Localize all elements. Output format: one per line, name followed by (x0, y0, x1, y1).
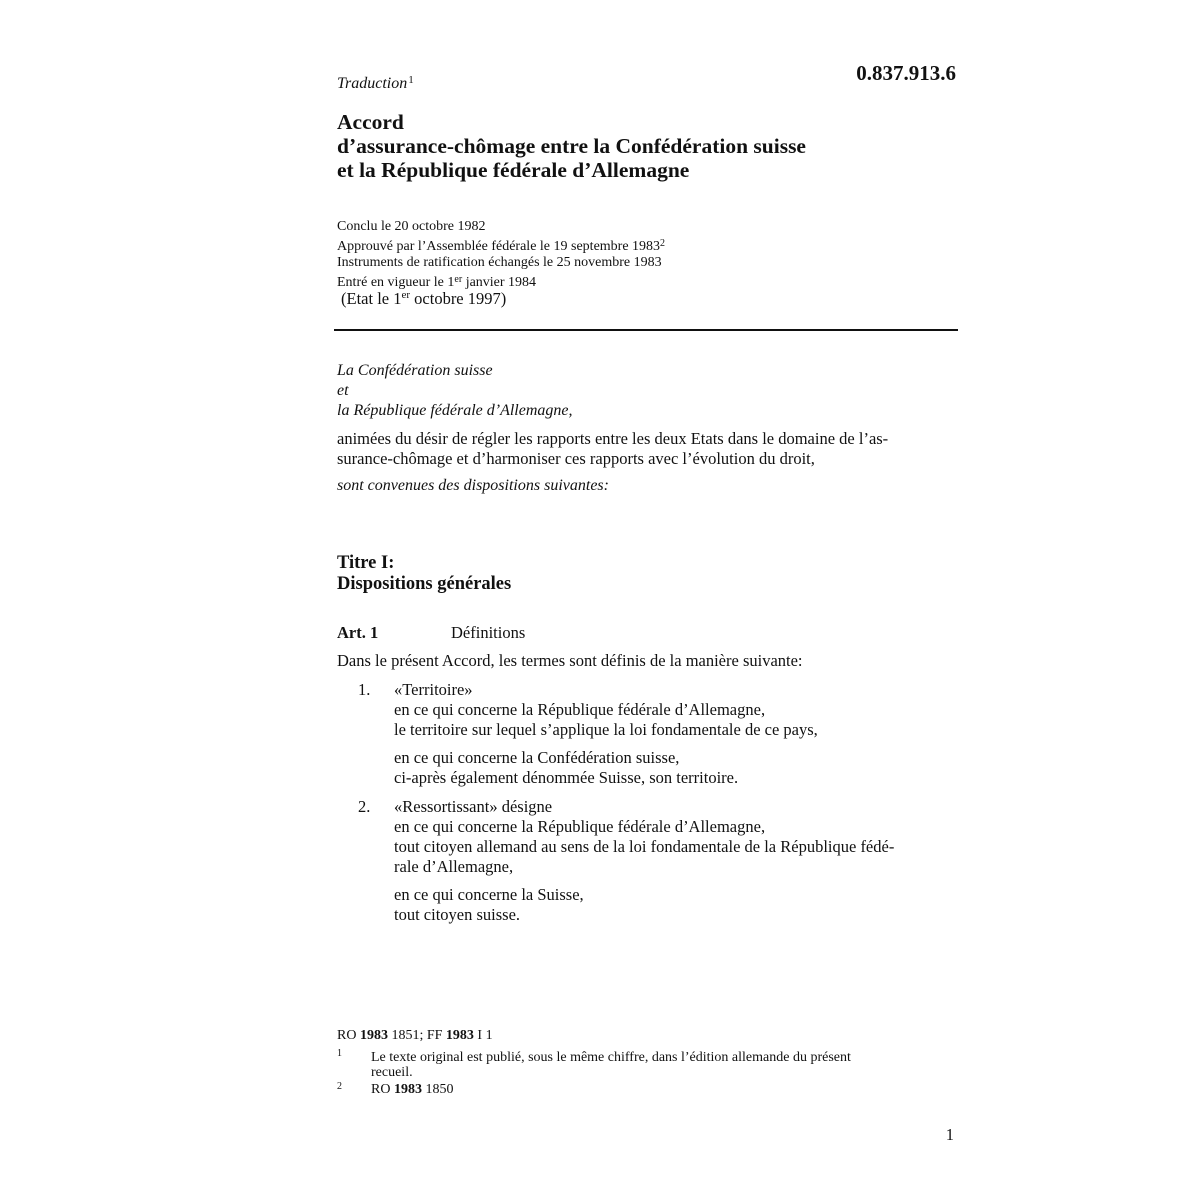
meta-entree: Entré en vigueur le 1er janvier 1984 (337, 273, 537, 290)
document-number: 0.837.913.6 (856, 61, 956, 85)
list-item-line: ci-après également dénommée Suisse, son territoire. (394, 768, 739, 787)
list-item-line: en ce qui concerne la Confédération suisse, (394, 748, 680, 767)
page-number: 1 (945, 1125, 954, 1144)
footnote-ref-1[interactable]: 1 (408, 74, 414, 86)
footnote-text: recueil. (371, 1065, 413, 1080)
list-item-line: rale d’Allemagne, (394, 857, 514, 876)
title-line: Accord (337, 110, 404, 134)
list-item-number: 1. (358, 680, 371, 699)
titre-heading: Titre I: Dispositions générales (337, 553, 512, 594)
article-number: Art. 1 (337, 623, 379, 642)
footnote-number: 1 (337, 1048, 342, 1059)
meta-approuve: Approuvé par l’Assemblée fédérale le 19 septembre 1983$^2$ (337, 237, 666, 254)
title-line: et la République fédérale d’Allemagne (337, 158, 690, 182)
title-line: d’assurance-chômage entre la Confédération suisse (337, 134, 806, 158)
list-item-term: «Territoire» (394, 680, 473, 699)
preamble-conclusion: sont convenues des dispositions suivantes: (337, 477, 609, 494)
footnote-ref-2[interactable]: 2 (660, 237, 666, 249)
traduction-label: Traduction$^1$ (337, 74, 414, 92)
preamble-text: animées du désir de régler les rapports entre les deux Etats dans le domaine de l’as- surance-chômage et d’harmoniser ces rapports avec l’évolution du droit, (337, 429, 889, 468)
etat-date: (Etat le 1er octobre 1997) (341, 289, 507, 308)
agreement-title (337, 110, 806, 182)
footnote-number: 2 (337, 1081, 342, 1092)
article-heading: Définitions (451, 623, 526, 642)
party-switzerland: La Confédération suisse (337, 362, 493, 379)
list-item-number: 2. (358, 797, 371, 816)
meta-instruments: Instruments de ratification échangés le 25 novembre 1983 (337, 255, 662, 270)
list-item-line: en ce qui concerne la République fédérale d’Allemagne, (394, 817, 766, 836)
list-item-line: en ce qui concerne la République fédérale d’Allemagne, (394, 700, 766, 719)
list-item-line: le territoire sur lequel s’applique la loi fondamentale de ce pays, (394, 720, 818, 739)
meta-conclu: Conclu le 20 octobre 1982 (337, 219, 486, 234)
list-item-line: en ce qui concerne la Suisse, (394, 885, 584, 904)
party-germany: la République fédérale d’Allemagne, (337, 402, 573, 419)
footnote-text: Le texte original est publié, sous le même chiffre, dans l’édition allemande du présent (371, 1050, 851, 1065)
article-intro: Dans le présent Accord, les termes sont définis de la manière suivante: (337, 651, 803, 670)
party-conjunction: et (337, 382, 349, 399)
preamble-parties (337, 361, 572, 421)
list-item-term: «Ressortissant» désigne (394, 797, 553, 816)
footnote-text: RO 1983 1850 (371, 1082, 454, 1097)
list-item-line: tout citoyen allemand au sens de la loi fondamentale de la République fédé- (394, 837, 895, 856)
agreement-metadata (337, 219, 665, 291)
footnote-source: RO 1983 1851; FF 1983 I 1 (337, 1028, 493, 1043)
list-item-line: tout citoyen suisse. (394, 905, 521, 924)
header-divider (334, 329, 958, 331)
